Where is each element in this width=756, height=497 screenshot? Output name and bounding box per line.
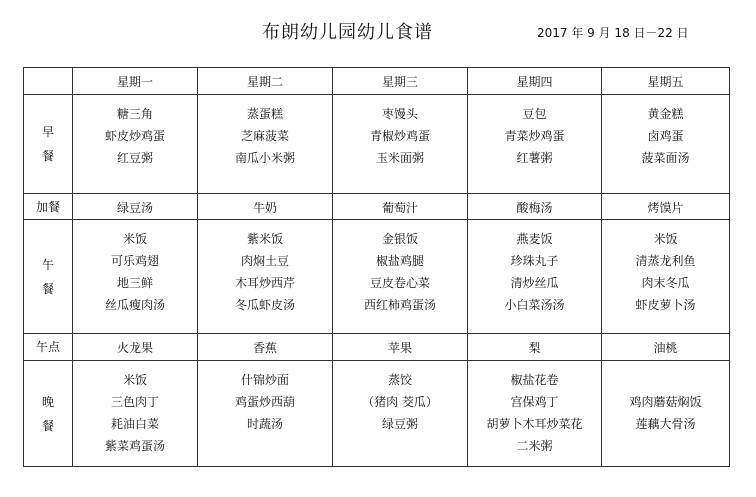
dish-cell: [468, 194, 602, 220]
meal-label: 加餐: [35, 199, 60, 214]
meal-label: 餐: [41, 418, 54, 433]
dish-item: 紫米饭: [246, 232, 283, 246]
dish-item: 木耳炒西芹: [234, 276, 295, 290]
dish-item: 燕麦饭: [516, 232, 553, 246]
dish-item: 酸梅汤: [516, 201, 553, 215]
page-title: 布朗幼儿园幼儿食谱: [262, 22, 433, 43]
dish-cell: [602, 194, 730, 220]
dish-item: 冬瓜虾皮汤: [234, 298, 295, 312]
corner-cell: [24, 68, 73, 95]
dish-item: [602, 369, 729, 391]
meal-label: 午点: [35, 340, 60, 354]
dish-cell: [602, 334, 730, 361]
meal-row: [24, 95, 730, 194]
dish-item: 南瓜小米粥: [234, 151, 295, 165]
day-header-label: 星期四: [516, 74, 553, 89]
dish-item: 红豆粥: [116, 151, 153, 165]
dish-item: 什锦炒面: [240, 373, 289, 387]
meal-row: [24, 361, 730, 467]
meal-label-cell: [24, 95, 73, 194]
header-row: [24, 68, 730, 95]
dish-cell: [198, 220, 333, 334]
dish-item: 清炒丝瓜: [510, 276, 559, 290]
dish-item: 玉米面粥: [375, 151, 424, 165]
day-header: [73, 68, 198, 95]
dish-item: 椒盐花卷: [510, 373, 559, 387]
meal-label: 餐: [41, 149, 54, 163]
dish-cell: [198, 95, 333, 194]
dish-cell: [73, 220, 198, 334]
dish-item: 葡萄汁: [381, 201, 418, 215]
dish-item: 香蕉: [252, 341, 277, 355]
dish-item: 虾皮萝卜汤: [635, 298, 696, 312]
dish-item: 米饭: [122, 373, 147, 387]
meal-label: 早: [41, 125, 54, 139]
day-header: [602, 68, 730, 95]
dish-item: 芝麻菠菜: [240, 129, 289, 143]
meal-row: [24, 194, 730, 220]
dish-item: 地三鲜: [116, 276, 153, 290]
dish-cell: [602, 220, 730, 334]
dish-item: 牛奶: [252, 201, 277, 215]
dish-item: 糖三角: [116, 107, 153, 121]
dish-cell: [333, 194, 468, 220]
dish-item: 小白菜汤汤: [504, 298, 565, 312]
dish-cell: [73, 95, 198, 194]
meal-label: 餐: [41, 281, 54, 296]
dish-item: 米饭: [653, 232, 678, 246]
dish-cell: [468, 361, 602, 467]
dish-item: 蒸蛋糕: [246, 107, 283, 121]
dish-item: 绿豆粥: [381, 417, 418, 431]
dish-cell: [198, 334, 333, 361]
day-header-label: 星期三: [381, 74, 418, 89]
day-header: [333, 68, 468, 95]
dish-item: 蒸饺: [387, 373, 412, 387]
dish-item: 丝瓜瘦肉汤: [104, 298, 165, 312]
dish-item: 鸡蛋炒西葫: [234, 395, 295, 409]
dish-item: 莲藕大骨汤: [635, 417, 696, 431]
dish-cell: [602, 361, 730, 467]
dish-cell: [602, 95, 730, 194]
dish-item: 紫菜鸡蛋汤: [104, 439, 165, 453]
dish-item: 金银饭: [381, 232, 418, 246]
meal-label: 午: [41, 257, 54, 272]
dish-item: 耗油白菜: [110, 417, 159, 431]
dish-cell: [468, 220, 602, 334]
dish-item: 枣馒头: [381, 107, 418, 121]
dish-item: 清蒸龙利鱼: [635, 254, 696, 268]
dish-item: 米饭: [122, 232, 147, 246]
meal-label-cell: [24, 361, 73, 467]
dish-item: 三色肉丁: [110, 395, 159, 409]
dish-cell: [333, 361, 468, 467]
dish-cell: [333, 95, 468, 194]
meal-label-cell: [24, 334, 73, 361]
dish-item: 火龙果: [116, 341, 153, 355]
dish-item: （猪肉 茭瓜）: [362, 395, 438, 409]
dish-item: 青椒炒鸡蛋: [369, 129, 430, 143]
dish-cell: [198, 361, 333, 467]
meal-row: [24, 220, 730, 334]
date-range: 2017 年 9 月 18 日－22 日: [537, 26, 689, 40]
dish-item: 西红柿鸡蛋汤: [363, 298, 436, 312]
dish-item: 珍珠丸子: [510, 254, 559, 268]
dish-item: 黄金糕: [647, 107, 684, 121]
dish-item: 鸡肉蘑菇焖饭: [629, 395, 702, 409]
dish-cell: [73, 194, 198, 220]
dish-item: 豆皮卷心菜: [369, 276, 430, 290]
menu-table: [23, 67, 730, 467]
dish-cell: [333, 220, 468, 334]
dish-item: 二米粥: [516, 439, 553, 453]
day-header-label: 星期一: [116, 74, 153, 89]
dish-cell: [73, 334, 198, 361]
dish-item: 绿豆汤: [116, 201, 153, 215]
dish-cell: [333, 334, 468, 361]
day-header: [468, 68, 602, 95]
dish-cell: [468, 95, 602, 194]
dish-item: 苹果: [387, 341, 412, 355]
dish-item: 梨: [528, 341, 541, 355]
dish-item: 肉焖土豆: [240, 254, 289, 268]
dish-item: 油桃: [653, 341, 678, 355]
dish-item: 卤鸡蛋: [647, 129, 684, 143]
dish-item: 椒盐鸡腿: [375, 254, 424, 268]
day-header-label: 星期二: [246, 74, 283, 89]
dish-item: 虾皮炒鸡蛋: [104, 129, 165, 143]
dish-cell: [468, 334, 602, 361]
dish-item: 宫保鸡丁: [510, 395, 559, 409]
meal-label: 晚: [41, 394, 54, 409]
dish-cell: [198, 194, 333, 220]
dish-item: 红薯粥: [516, 151, 553, 165]
dish-item: 肉末冬瓜: [641, 276, 690, 290]
dish-item: 青菜炒鸡蛋: [504, 129, 565, 143]
meal-row: [24, 334, 730, 361]
dish-item: 菠菜面汤: [641, 151, 690, 165]
meal-label-cell: [24, 220, 73, 334]
meal-label-cell: [24, 194, 73, 220]
dish-item: 烤馍片: [647, 201, 684, 215]
dish-item: 时蔬汤: [246, 417, 283, 431]
dish-item: 可乐鸡翅: [110, 254, 159, 268]
day-header-label: 星期五: [647, 74, 684, 89]
dish-cell: [73, 361, 198, 467]
day-header: [198, 68, 333, 95]
dish-item: 豆包: [522, 107, 547, 121]
dish-item: 胡萝卜木耳炒菜花: [486, 417, 583, 431]
